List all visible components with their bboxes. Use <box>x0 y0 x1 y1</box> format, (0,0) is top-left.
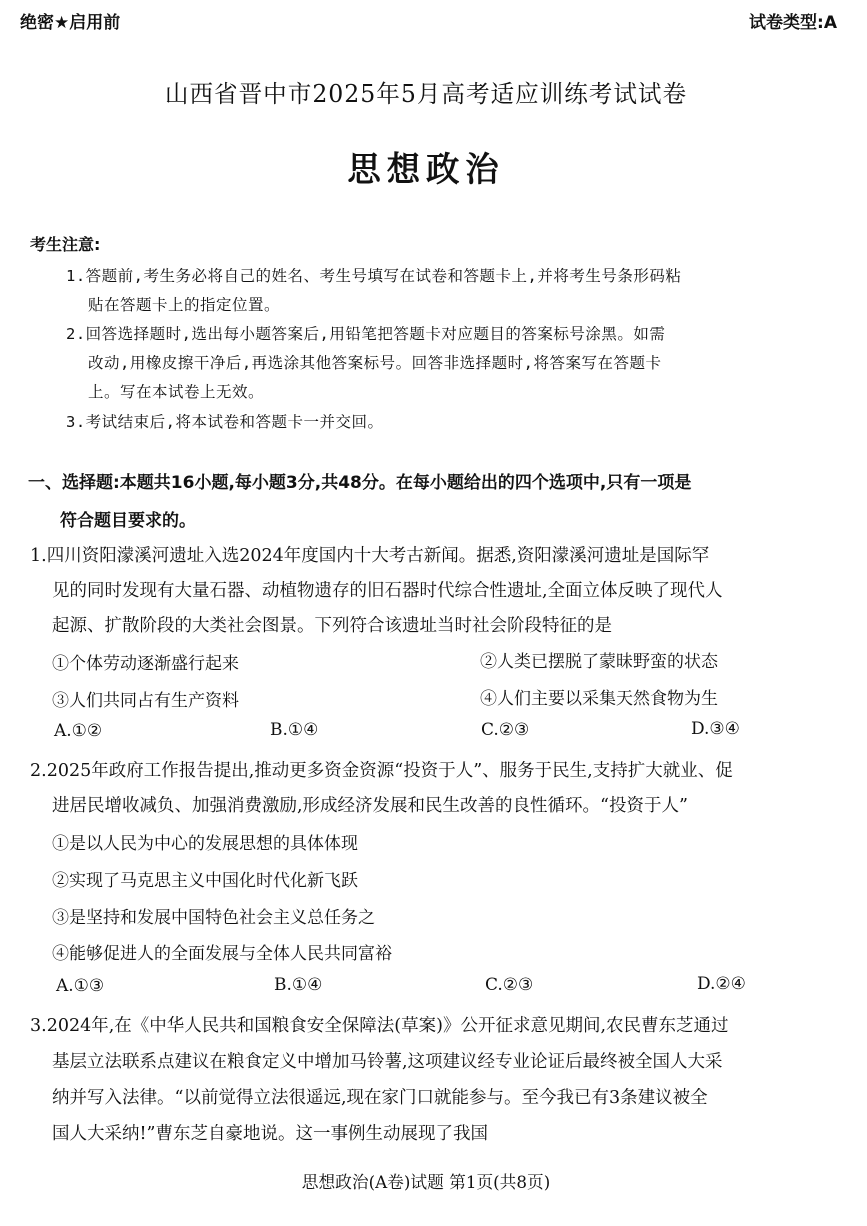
answer-choice: A.①③ <box>56 976 105 996</box>
question-text: 国人大采纳!”曹东芝自豪地说。这一事例生动展现了我国 <box>52 1124 488 1144</box>
answer-choice: C.②③ <box>485 975 534 995</box>
question-option: ③是坚持和发展中国特色社会主义总任务之 <box>52 908 375 928</box>
question-option: ④能够促进人的全面发展与全体人民共同富裕 <box>52 944 392 964</box>
exam-title: 山西省晋中市2025年5月高考适应训练考试试卷 <box>164 80 688 108</box>
notice-line: 2.回答选择题时,选出每小题答案后,用铅笔把答题卡对应题目的答案标号涂黑。如需 <box>66 325 666 343</box>
answer-choice: B.①④ <box>274 975 323 995</box>
notice-line: 改动,用橡皮擦干净后,再选涂其他答案标号。回答非选择题时,将答案写在答题卡 <box>88 354 662 372</box>
notice-heading: 考生注意: <box>30 235 101 254</box>
notice-line: 1.答题前,考生务必将自己的姓名、考生号填写在试卷和答题卡上,并将考生号条形码粘 <box>66 267 682 285</box>
answer-choice: D.③④ <box>691 719 740 739</box>
subject-title: 思想政治 <box>347 150 505 190</box>
notice-line: 贴在答题卡上的指定位置。 <box>88 296 281 314</box>
question-option: ①是以人民为中心的发展思想的具体体现 <box>52 834 358 854</box>
notice-line: 3.考试结束后,将本试卷和答题卡一并交回。 <box>66 413 384 431</box>
question-text: 纳并写入法律。“以前觉得立法很遥远,现在家门口就能参与。至今我已有3条建议被全 <box>52 1088 708 1108</box>
page-footer: 思想政治(A卷)试题 第1页(共8页) <box>301 1173 551 1193</box>
notice-line: 上。写在本试卷上无效。 <box>88 383 265 401</box>
answer-choice: D.②④ <box>697 974 746 994</box>
question-text: 3.2024年,在《中华人民共和国粮食安全保障法(草案)》公开征求意见期间,农民曹东芝通过 <box>30 1016 729 1036</box>
question-text: 起源、扩散阶段的大类社会图景。下列符合该遗址当时社会阶段特征的是 <box>52 616 612 636</box>
question-option: ①个体劳动逐渐盛行起来 <box>52 654 239 674</box>
answer-choice: C.②③ <box>481 720 530 740</box>
section-heading-cont: 符合题目要求的。 <box>60 511 196 531</box>
question-text: 基层立法联系点建议在粮食定义中增加马铃薯,这项建议经专业论证后最终被全国人大采 <box>52 1052 723 1072</box>
question-option: ④人们主要以采集天然食物为生 <box>480 689 718 709</box>
answer-choice: B.①④ <box>270 720 319 740</box>
question-option: ③人们共同占有生产资料 <box>52 691 239 711</box>
question-option: ②人类已摆脱了蒙昧野蛮的状态 <box>480 652 718 672</box>
section-heading: 一、选择题:本题共16小题,每小题3分,共48分。在每小题给出的四个选项中,只有一项是 <box>28 473 692 493</box>
question-text: 2.2025年政府工作报告提出,推动更多资金资源“投资于人”、服务于民生,支持扩大就业、促 <box>30 761 733 781</box>
question-text: 见的同时发现有大量石器、动植物遗存的旧石器时代综合性遗址,全面立体反映了现代人 <box>52 581 723 601</box>
paper-type-label: 试卷类型:A <box>749 13 837 33</box>
question-text: 进居民增收减负、加强消费激励,形成经济发展和民生改善的良性循环。“投资于人” <box>52 796 688 816</box>
answer-choice: A.①② <box>54 721 103 741</box>
question-option: ②实现了马克思主义中国化时代化新飞跃 <box>52 871 358 891</box>
question-text: 1.四川资阳濛溪河遗址入选2024年度国内十大考古新闻。据悉,资阳濛溪河遗址是国际罕 <box>30 546 710 566</box>
confidential-mark: 绝密★启用前 <box>20 13 121 33</box>
